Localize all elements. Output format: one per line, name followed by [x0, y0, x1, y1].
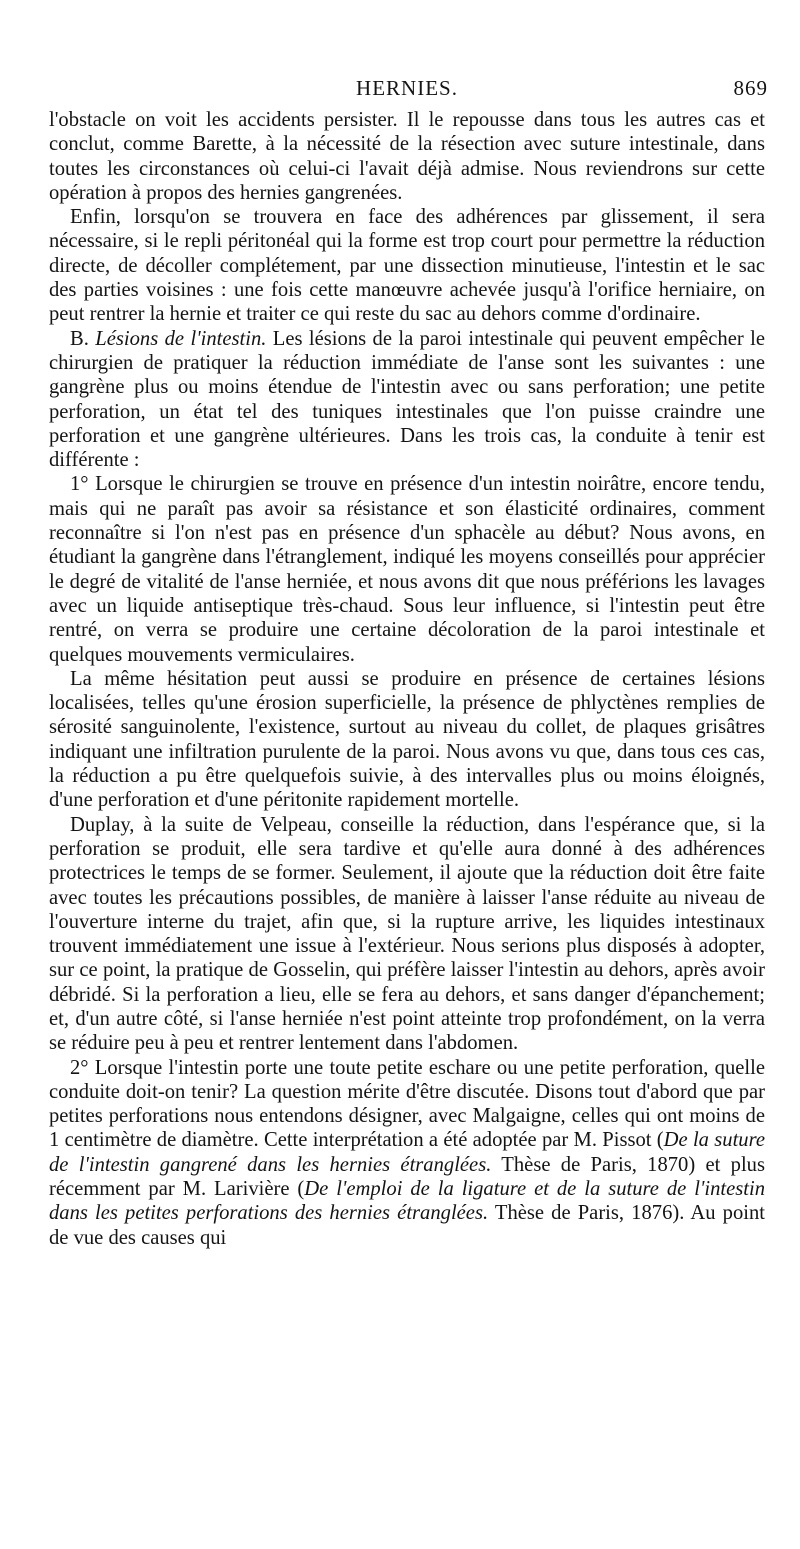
- text-run: Enfin, lorsqu'on se trouvera en face des adhérences par glissement, il sera nécessaire, si le repli péritonéal qui la forme est trop court pour permettre la réduction directe, de décoller complétement, par une dissection minutieuse, l'intestin et le sac des parties voisines : une fois cette manœuvre achevée jusqu'à l'orifice herniaire, on peut rentrer la hernie et traiter ce qui reste du sac au dehors comme d'ordinaire.: [49, 206, 765, 326]
- body-text: [49, 108, 765, 1250]
- paragraph: [49, 1056, 765, 1250]
- text-run: La même hésitation peut aussi se produire en présence de certaines lésions localisées, telles qu'une érosion superficielle, la présence de phlyctènes remplies de sérosité sanguinolente, l'existence, surtout au niveau du collet, de plaques grisâtres indiquant une infiltration purulente de la paroi. Nous avons vu que, dans tous ces cas, la réduction a pu être quelquefois suivie, à des intervalles plus ou moins éloignés, d'une perforation et d'une péritonite rapidement mortelle.: [49, 667, 765, 812]
- text-run: B.: [70, 327, 96, 350]
- text-run: l'obstacle on voit les accidents persister. Il le repousse dans tous les autres cas et conclut, comme Barette, à la nécessité de la résection avec suture intestinale, dans toutes les circonstances où celui-ci l'avait déjà admise. Nous reviendrons sur cette opération à propos des hernies gangrenées.: [49, 109, 765, 204]
- text-run: Duplay, à la suite de Velpeau, conseille la réduction, dans l'espérance que, si la perforation se produit, elle sera tardive et qu'elle aura donné à des adhérences protectrices le temps de se former. Seulement, il ajoute que la réduction doit être faite avec toutes les précautions possibles, de manière à laisser l'anse réduite au niveau de l'ouverture interne du trajet, afin que, si la rupture arrive, les liquides intestinaux trouvent immédiatement une issue à l'extérieur. Nous serions plus disposés à adopter, sur ce point, la pratique de Gosselin, qui préfère laisser l'intestin au dehors, après avoir débridé. Si la perforation a lieu, elle se fera au dehors, et sans danger d'épanchement; et, d'un autre côté, si l'anse herniée n'est point atteinte trop profondément, on la verra se réduire peu à peu et rentrer lentement dans l'abdomen.: [49, 813, 765, 1055]
- text-run: Thèse de Paris, 1876). Au point de vue des causes qui: [49, 1202, 765, 1249]
- text-run: 2° Lorsque l'intestin porte une toute petite eschare ou une petite perforation, quelle conduite doit-on tenir? La question mérite d'être discutée. Disons tout d'abord que par petites perforations nous entendons désigner, avec Malgaigne, celles qui ont moins de 1 centimètre de diamètre. Cette interprétation a été adoptée par M. Pissot (: [49, 1056, 765, 1152]
- paragraph: [49, 205, 765, 326]
- paragraph: [49, 108, 765, 205]
- paragraph: [49, 813, 765, 1056]
- running-header: [49, 70, 768, 108]
- page-number: 869: [733, 76, 768, 100]
- italic-text: De l'emploi de la ligature et de la suture de l'intestin dans les petites perforations des hernies étranglées.: [49, 1178, 765, 1225]
- text-run: Les lésions de la paroi intestinale qui peuvent empêcher le chirurgien de pratiquer la réduction immédiate de l'anse sont les suivantes : une gangrène plus ou moins étendue de l'intestin avec ou sans perforation; une petite perforation, un état tel des tuniques intestinales que l'on puisse craindre une perforation et une gangrène ultérieures. Dans les trois cas, la conduite à tenir est différente :: [49, 327, 765, 472]
- document-page: [49, 0, 768, 1549]
- paragraph: [49, 472, 765, 666]
- paragraph: [49, 327, 765, 473]
- running-title: HERNIES.: [356, 76, 458, 100]
- text-run: 1° Lorsque le chirurgien se trouve en présence d'un intestin noirâtre, encore tendu, mais qui ne paraît pas avoir sa résistance et son élasticité ordinaires, comment reconnaître si l'on n'est pas en présence d'un sphacèle au début? Nous avons, en étudiant la gangrène dans l'étranglement, indiqué les moyens conseillés pour apprécier le degré de vitalité de l'anse herniée, et nous avons dit que nous préférions les lavages avec un liquide antiseptique très-chaud. Sous leur influence, si l'intestin peut être rentré, on verra se produire une certaine décoloration de la paroi intestinale et quelques mouvements vermiculaires.: [49, 473, 765, 666]
- italic-text: Lésions de l'intestin.: [95, 327, 267, 350]
- paragraph: [49, 667, 765, 813]
- italic-text: De la suture de l'intestin gangrené dans les hernies étranglées.: [49, 1129, 765, 1176]
- text-run: Thèse de Paris, 1870) et plus récemment par M. Larivière (: [49, 1153, 765, 1201]
